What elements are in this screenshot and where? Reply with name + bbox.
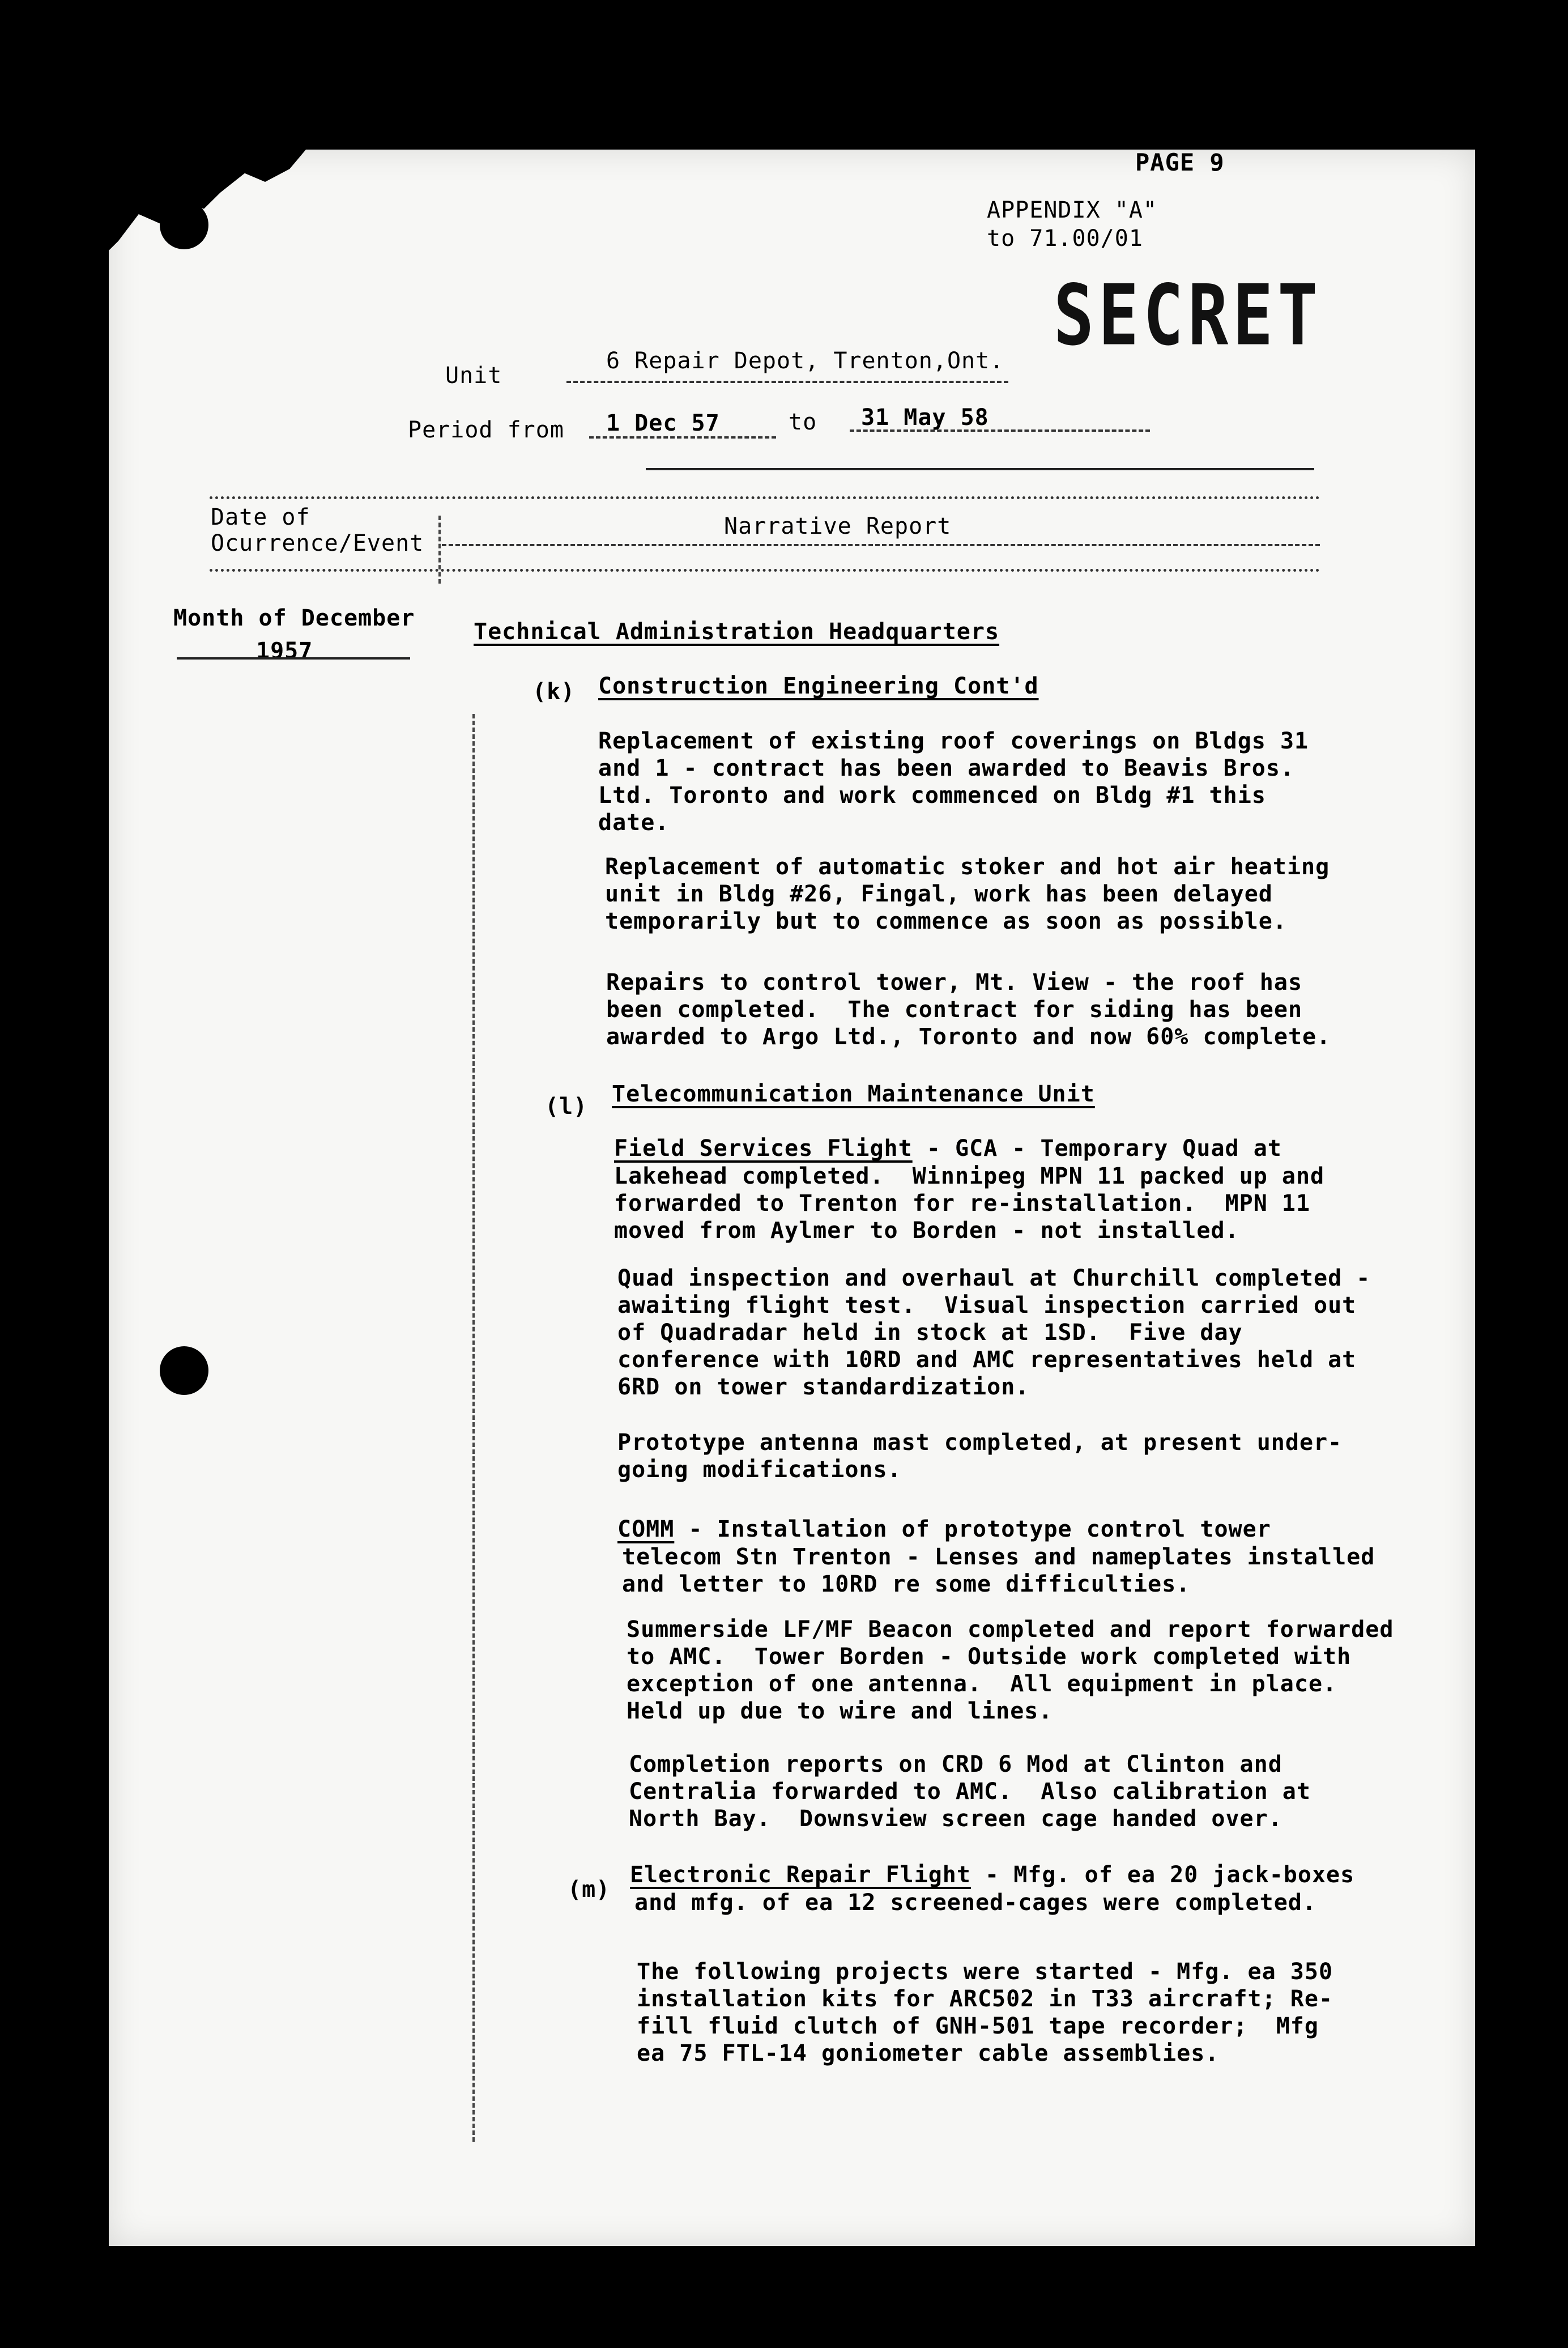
secret-stamp: SECRET [1054,266,1323,364]
subsection-l-marker: (l) [545,1094,588,1120]
month-label: Month of December [173,605,415,631]
header-rule-bottom [210,569,1320,572]
header-rule-top [210,496,1320,499]
period-to-label: to [789,409,817,435]
l-paragraph-4-rest: telecom Stn Trenton - Lenses and nameplates installed and letter to 10RD re some difficulties. [622,1544,1375,1597]
period-label: Period from [408,417,564,443]
period-from-underline [589,436,776,439]
l-paragraph-4-lead: - Installation of prototype control tower [674,1516,1271,1542]
unit-underline [566,381,1008,383]
header-rule-mid [442,544,1320,546]
m-paragraph-1-first [630,1862,1354,1888]
subsection-k-title: Construction Engineering Cont'd [598,673,1039,699]
comm-label: COMM [617,1516,675,1542]
subsection-m-marker: (m) [568,1877,611,1903]
subsection-k-marker: (k) [532,679,576,705]
m-paragraph-1-rest: and mfg. of ea 12 screened-cages were completed. [634,1890,1316,1916]
l-paragraph-2: Quad inspection and overhaul at Churchill completed - awaiting flight test. Visual inspection carried out of Quadradar held in stock at 1SD. Five day conference with 10RD and AMC representatives held at 6RD on tower standardization. [617,1265,1371,1400]
subsection-m-title: Electronic Repair Flight [630,1862,971,1888]
m-paragraph-2: The following projects were started - Mfg. ea 350 installation kits for ARC502 in T33 aircraft; Re- fill fluid clutch of GNH-501 tape recorder; Mfg ea 75 FTL-14 goniometer cable assemblies. [637,1959,1333,2066]
column-date-line1: Date of [211,504,310,530]
appendix-line2: to 71.00/01 [987,226,1143,252]
year-label: 1957 [256,638,313,664]
l-paragraph-1-rest: Lakehead completed. Winnipeg MPN 11 packed up and forwarded to Trenton for re-installation. MPN 11 moved from Aylmer to Borden - not installed. [614,1163,1325,1244]
field-services-flight-label: Field Services Flight [614,1135,913,1162]
punch-hole-bottom [160,1346,208,1395]
section-title: Technical Administration Headquarters [474,619,1000,645]
period-rule [646,468,1314,470]
k-paragraph-3: Repairs to control tower, Mt. View - the roof has been completed. The contract for siding has been awarded to Argo Ltd., Toronto and now 60% complete. [606,969,1331,1050]
subsection-l-title: Telecommunication Maintenance Unit [612,1081,1095,1107]
column-date-line2: Ocurrence/Event [211,530,424,556]
unit-value: 6 Repair Depot, Trenton,Ont. [606,348,1004,374]
appendix-line1: APPENDIX "A" [987,197,1157,223]
period-to-underline [850,429,1150,432]
l-paragraph-1-first [614,1135,1282,1162]
column-narrative: Narrative Report [724,513,952,539]
period-from: 1 Dec 57 [606,410,720,436]
l-paragraph-3: Prototype antenna mast completed, at present under- going modifications. [617,1430,1343,1483]
punch-hole-top [160,201,208,249]
l-paragraph-1-lead: - GCA - Temporary Quad at [912,1135,1282,1162]
column-divider-header [438,516,441,584]
k-paragraph-2: Replacement of automatic stoker and hot air heating unit in Bldg #26, Fingal, work has been delayed temporarily but to commence as soon as possible. [605,854,1330,934]
column-divider [472,714,475,2142]
m-paragraph-1-lead: - Mfg. of ea 20 jack-boxes [970,1862,1355,1888]
l-paragraph-5: Summerside LF/MF Beacon completed and report forwarded to AMC. Tower Borden - Outside work completed with exception of one antenna. All equipment in place. Held up due to wire and lines. [627,1617,1394,1724]
unit-label: Unit [445,363,502,389]
l-paragraph-4-first [617,1516,1271,1542]
page-number: PAGE 9 [1135,148,1225,176]
l-paragraph-6: Completion reports on CRD 6 Mod at Clinton and Centralia forwarded to AMC. Also calibration at North Bay. Downsview screen cage handed over. [629,1751,1311,1832]
date-underline [177,657,410,660]
period-to: 31 May 58 [861,405,989,431]
k-paragraph-1: Replacement of existing roof coverings on Bldgs 31 and 1 - contract has been awarded to Beavis Bros. Ltd. Toronto and work commenced on Bldg #1 this date. [598,728,1309,836]
